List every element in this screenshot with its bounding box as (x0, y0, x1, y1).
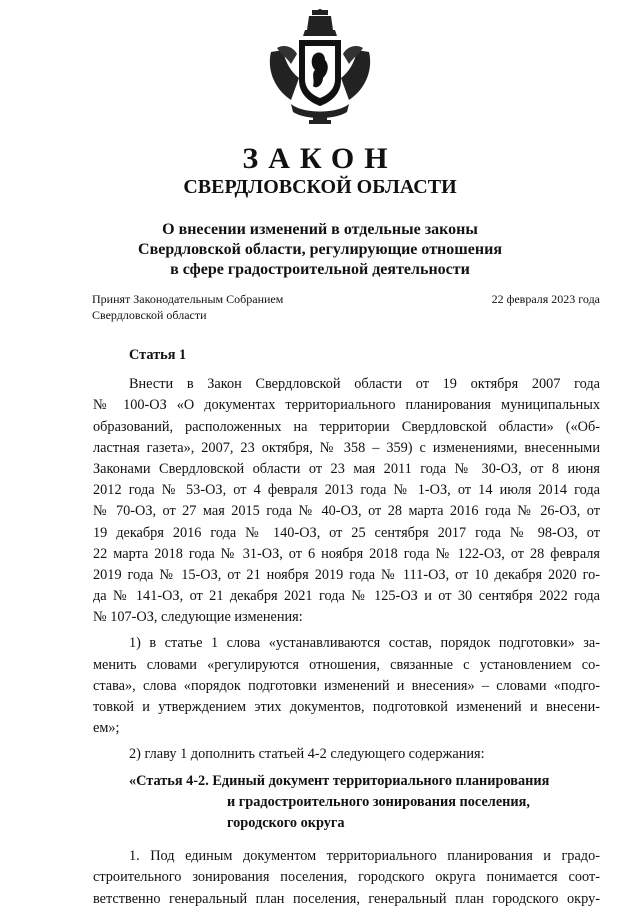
body-text-line: № 100-ОЗ «О документах территориального планирования муниципальных (93, 397, 600, 414)
adopted-by (92, 291, 283, 323)
adopted-by-line: Принят Законодательным Собранием (92, 292, 284, 306)
body-text-line: ветственно генеральный план поселения, генеральный план городского окру- (93, 890, 600, 907)
law-heading-line: в сфере градостроительной деятельности (170, 261, 470, 278)
body-text-line: ластная газета», 2007, 23 октября, № 358 – 359) с изменениями, внесенными (93, 439, 600, 456)
body-text-line: строительного зонирования поселения, городского округа понимается соот- (93, 869, 600, 886)
body-text-line: № 70-ОЗ, от 27 мая 2015 года № 40-ОЗ, от 28 марта 2016 года № 26-ОЗ, от (93, 503, 600, 520)
law-heading (0, 220, 640, 280)
body-text-line: 2019 года № 15-ОЗ, от 21 ноября 2019 года № 111-ОЗ, от 10 декабря 2020 го- (93, 566, 600, 583)
new-article-heading-line: городского округа (227, 814, 345, 831)
body-text-line: 19 декабря 2016 года № 140-ОЗ, от 25 сентября 2017 года № 98-ОЗ, от (93, 524, 600, 541)
new-article-heading-line: и градостроительного зонирования поселения, (227, 793, 530, 810)
coat-of-arms-icon (263, 8, 377, 126)
body-text-line: 1. Под единым документом территориального планирования и градо- (129, 848, 600, 865)
list-item-line: 1) в статье 1 слова «устанавливаются состав, порядок подготовки» за- (129, 635, 600, 652)
list-item-line: става», слова «порядок подготовки изменений и внесения» – словами «подго- (93, 677, 600, 694)
body-text-line: 2012 года № 53-ОЗ, от 4 февраля 2013 года № 1-ОЗ, от 14 июля 2014 года (93, 482, 600, 499)
law-heading-line: Свердловской области, регулирующие отношения (138, 241, 502, 258)
list-item-line: менить словами «регулируются отношения, связанные с установлением со- (93, 656, 600, 673)
adoption-date: 22 февраля 2023 года (491, 292, 600, 306)
document-title: ЗАКОН (242, 142, 398, 175)
body-text-line: образований, расположенных на территории Свердловской области» («Об- (93, 418, 600, 435)
body-text-line: Внести в Закон Свердловской области от 19 октября 2007 года (129, 376, 600, 393)
body-text-line: 22 марта 2018 года № 31-ОЗ, от 6 ноября 2018 года № 122-ОЗ, от 28 февраля (93, 545, 600, 562)
list-item-line: 2) главу 1 дополнить статьей 4-2 следующего содержания: (129, 746, 485, 763)
body-text-line: Законами Свердловской области от 23 мая 2011 года № 30-ОЗ, от 8 июня (93, 460, 600, 477)
article-heading: Статья 1 (129, 347, 187, 363)
new-article-heading-line: «Статья 4-2. Единый документ территориального планирования (129, 772, 550, 789)
body-text-line: да № 141-ОЗ, от 21 декабря 2021 года № 125-ОЗ и от 30 сентября 2022 года (93, 588, 600, 605)
list-item-line: товкой и утверждением этих документов, подготовкой изменений и внесени- (93, 699, 600, 716)
adopted-by-line: Свердловской области (92, 308, 207, 322)
list-item-line: ем»; (93, 720, 120, 737)
coat-of-arms-emblem (263, 8, 377, 126)
body-text-line: № 107-ОЗ, следующие изменения: (93, 609, 303, 626)
document-body (93, 345, 600, 910)
document-subtitle: СВЕРДЛОВСКОЙ ОБЛАСТИ (183, 176, 457, 198)
law-heading-line: О внесении изменений в отдельные законы (162, 221, 478, 238)
